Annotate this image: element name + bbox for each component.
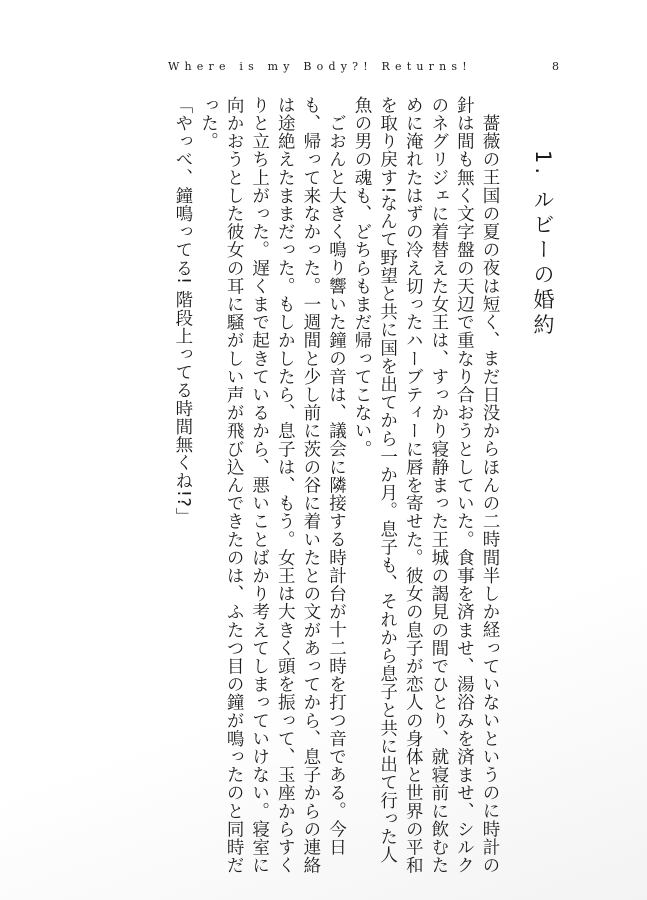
- body-text-area: [128, 96, 502, 876]
- chapter-heading-area: [528, 150, 568, 350]
- page-number: 8: [552, 60, 559, 73]
- running-title: Where is my Body?! Returns!: [168, 60, 472, 73]
- paragraph-1: 薔薇の王国の夏の夜は短く、まだ日没からほんの二時間半しか経っていないというのに時計の針は間も無く文字盤の天辺で重なり合おうとしていた。食事を済ませ、湯浴みを済ませ、シルクのネグリジェに着替えた女王は、すっかり寝静まった王城の謁見の間でひとり、就寝前に飲むために淹れたはずの冷え切ったハーブティーに唇を寄せた。彼女の息子が恋人の身体と世界の平和を取り戻す!なんて野望と共に国を出てから一か月。息子も、それから息子と共に出て行った人魚の男の魂も、どちらもまだ帰ってこない。: [352, 96, 500, 875]
- paragraph-3-dialogue: 「やっべ、鐘鳴ってる! 階段上ってる時間無くね!?」: [172, 96, 193, 526]
- body-text: [128, 96, 502, 876]
- paragraph-2: ごおんと大きく鳴り響いた鐘の音は、議会に隣接する時計台が十二時を打つ音である。今日も、帰って来なかった。一週間と少し前に茨の谷に着いたとの文があってから、息子からの連絡は途絶えたままだった。もしかしたら、息子は、もう。女王は大きく頭を振って、玉座からすくりと立ち上がった。遅くまで起きているから、悪いことばかり考えてしまっていけない。寝室に向かおうとした彼女の耳に騒がしい声が飛び込んできたのは、ふたつ目の鐘が鳴ったのと同時だった。: [198, 96, 347, 875]
- chapter-heading: 1. ルビーの婚約: [531, 150, 555, 339]
